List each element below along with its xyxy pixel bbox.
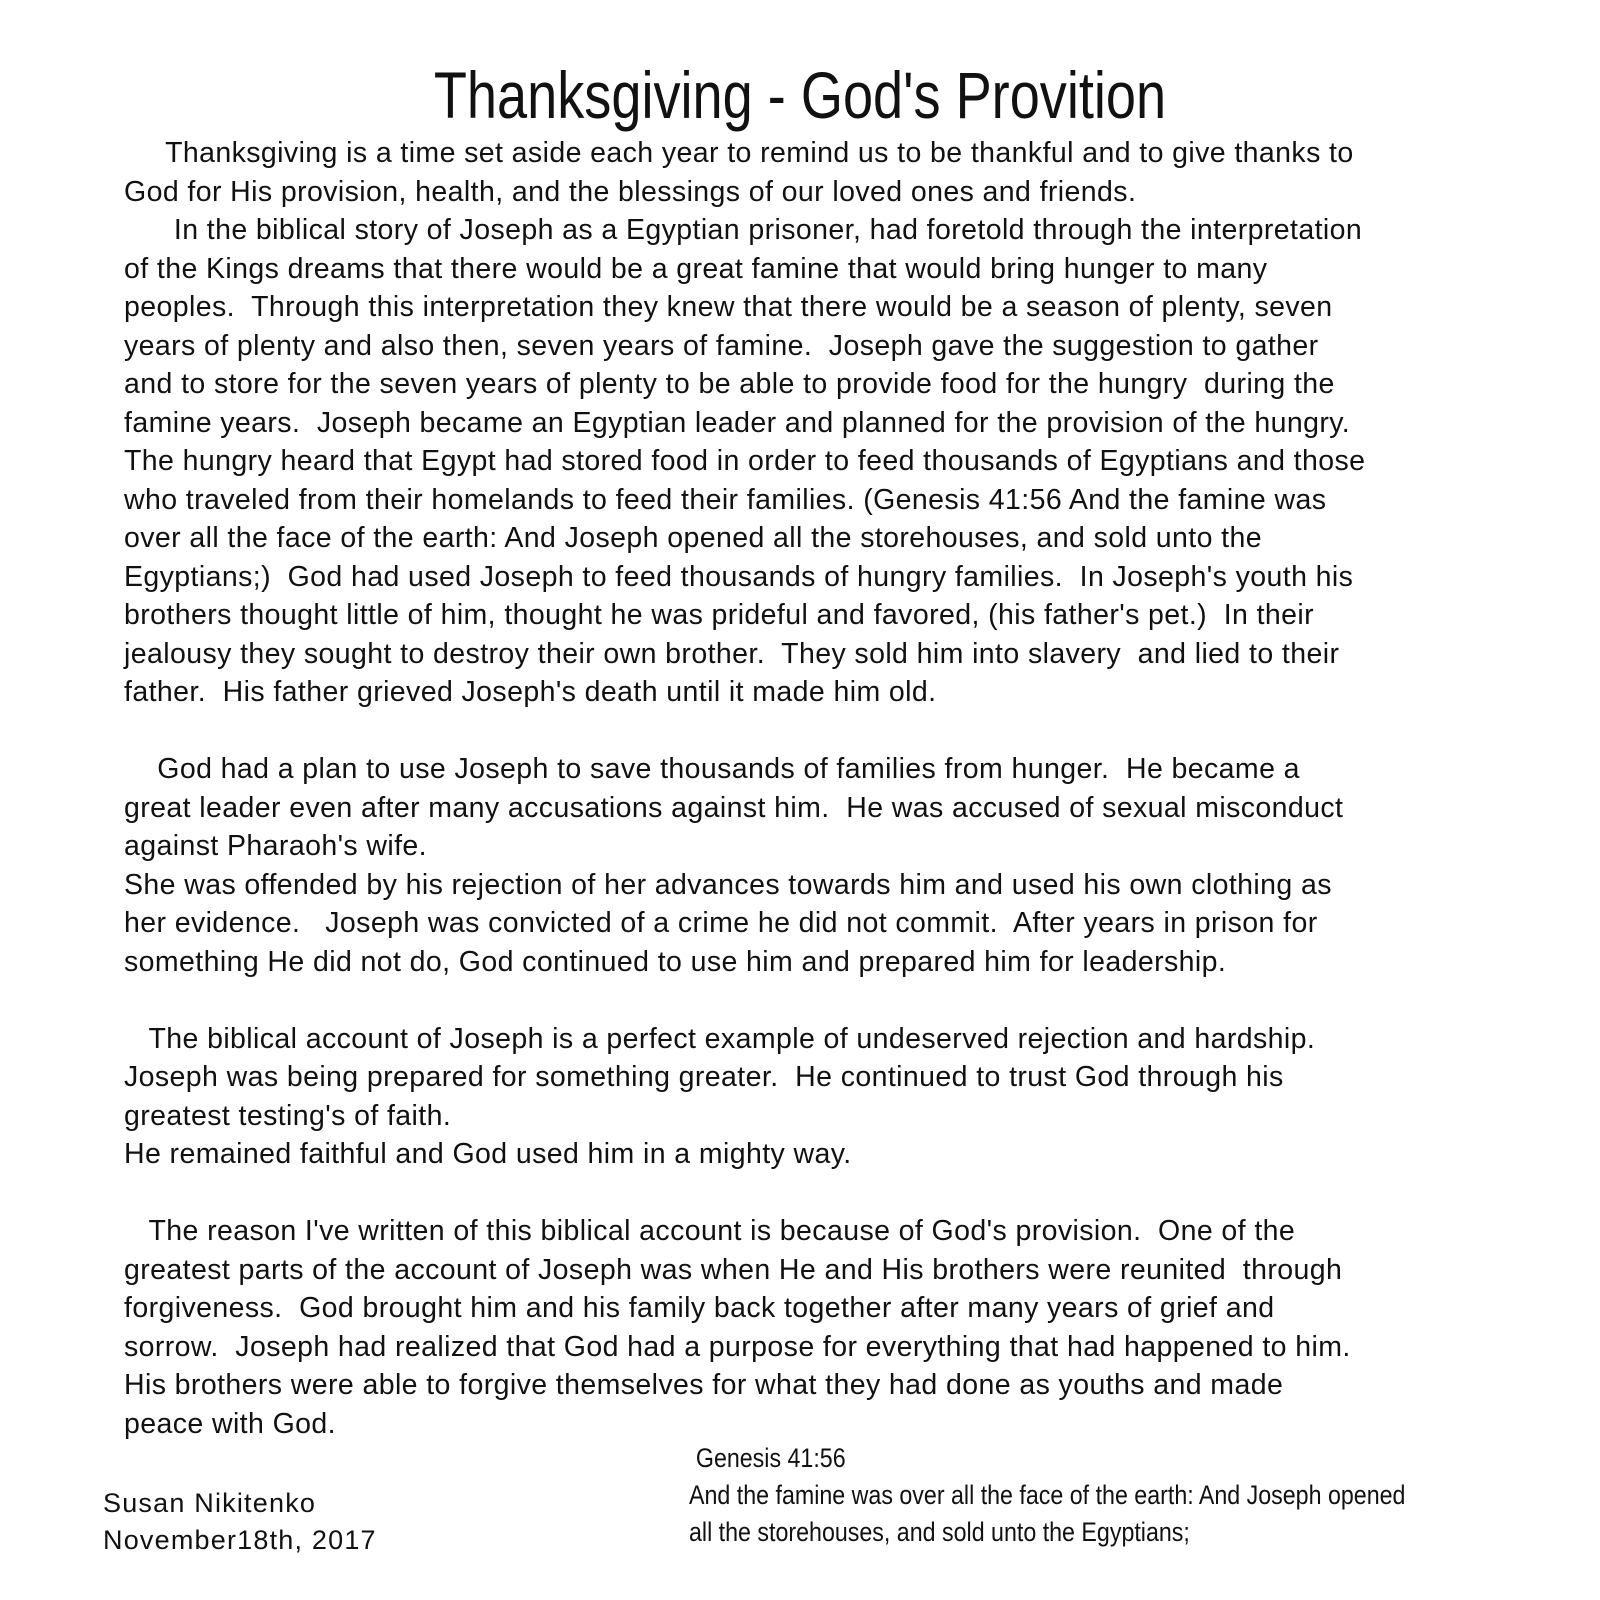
article-body (124, 134, 1484, 1443)
author-name: Susan Nikitenko (103, 1488, 317, 1518)
paragraph-gap (124, 981, 1484, 1020)
article-line: forgiveness. God brought him and his family back together after many years of grief and (124, 1292, 1275, 1324)
article-line: God for His provision, health, and the blessings of our loved ones and friends. (124, 175, 1137, 208)
article-line: He remained faithful and God used him in a mighty way. (124, 1138, 852, 1170)
article-line: against Pharaoh's wife. (124, 830, 427, 862)
article-line: The biblical account of Joseph is a perfect example of undeserved rejection and hardship. (124, 1022, 1316, 1055)
article-line: father. His father grieved Joseph's death until it made him old. (124, 676, 937, 708)
article-line: brothers thought little of him, thought he was prideful and favored, (his father's pet.) In their (124, 599, 1315, 631)
article-line: of the Kings dreams that there would be a great famine that would bring hunger to many (124, 252, 1268, 285)
article-line: sorrow. Joseph had realized that God had a purpose for everything that had happened to him. (124, 1330, 1351, 1363)
paragraph-gap (124, 1174, 1484, 1213)
article-line: The reason I've written of this biblical account is because of God's provision. One of the (124, 1215, 1296, 1247)
article-line: Joseph was being prepared for something greater. He continued to trust God through his (124, 1061, 1284, 1093)
article-line: over all the face of the earth: And Joseph opened all the storehouses, and sold unto the (124, 522, 1262, 554)
paragraph-gap (124, 712, 1484, 751)
article-line: peoples. Through this interpretation they knew that there would be a season of plenty, seven (124, 291, 1333, 323)
article-line: The hungry heard that Egypt had stored food in order to feed thousands of Egyptians and those (124, 445, 1366, 477)
article-line: peace with God. (124, 1407, 336, 1440)
article-line: famine years. Joseph became an Egyptian leader and planned for the provision of the hungry. (124, 406, 1351, 439)
signature-date: November18th, 2017 (103, 1525, 377, 1555)
verse-reference: Genesis 41:56 (695, 1443, 846, 1473)
article-line: great leader even after many accusations against him. He was accused of sexual misconduct (124, 791, 1344, 824)
article-line: His brothers were able to forgive themselves for what they had done as youths and made (124, 1369, 1284, 1401)
article-line: Egyptians;) God had used Joseph to feed thousands of hungry families. In Joseph's youth his (124, 560, 1354, 593)
article-line: God had a plan to use Joseph to save thousands of families from hunger. He became a (124, 753, 1300, 785)
article-line: Thanksgiving is a time set aside each year to remind us to be thankful and to give thanks to (124, 137, 1354, 169)
article-line: In the biblical story of Joseph as a Egyptian prisoner, had foretold through the interpretation (124, 214, 1363, 246)
article-line: who traveled from their homelands to feed their families. (Genesis 41:56 And the famine was (124, 483, 1327, 516)
article-line: years of plenty and also then, seven years of famine. Joseph gave the suggestion to gather (124, 329, 1319, 362)
article-line: her evidence. Joseph was convicted of a crime he did not commit. After years in prison for (124, 907, 1318, 939)
article-line: jealousy they sought to destroy their own brother. They sold him into slavery and lied to their (124, 637, 1340, 670)
article-line: greatest testing's of faith. (124, 1099, 452, 1132)
verse-text-line: all the storehouses, and sold unto the Egyptians; (689, 1517, 1190, 1547)
verse-text-line: And the famine was over all the face of the earth: And Joseph opened (689, 1480, 1406, 1510)
article-line: and to store for the seven years of plenty to be able to provide food for the hungry during the (124, 368, 1335, 400)
article-line: She was offended by his rejection of her advances towards him and used his own clothing as (124, 868, 1332, 901)
page-title: Thanksgiving - God's Provition (433, 58, 1167, 132)
article-line: greatest parts of the account of Joseph was when He and His brothers were reunited through (124, 1253, 1343, 1286)
signature-block (103, 1485, 377, 1559)
article-line: something He did not do, God continued to use him and prepared him for leadership. (124, 945, 1227, 978)
verse-block (689, 1440, 1405, 1551)
